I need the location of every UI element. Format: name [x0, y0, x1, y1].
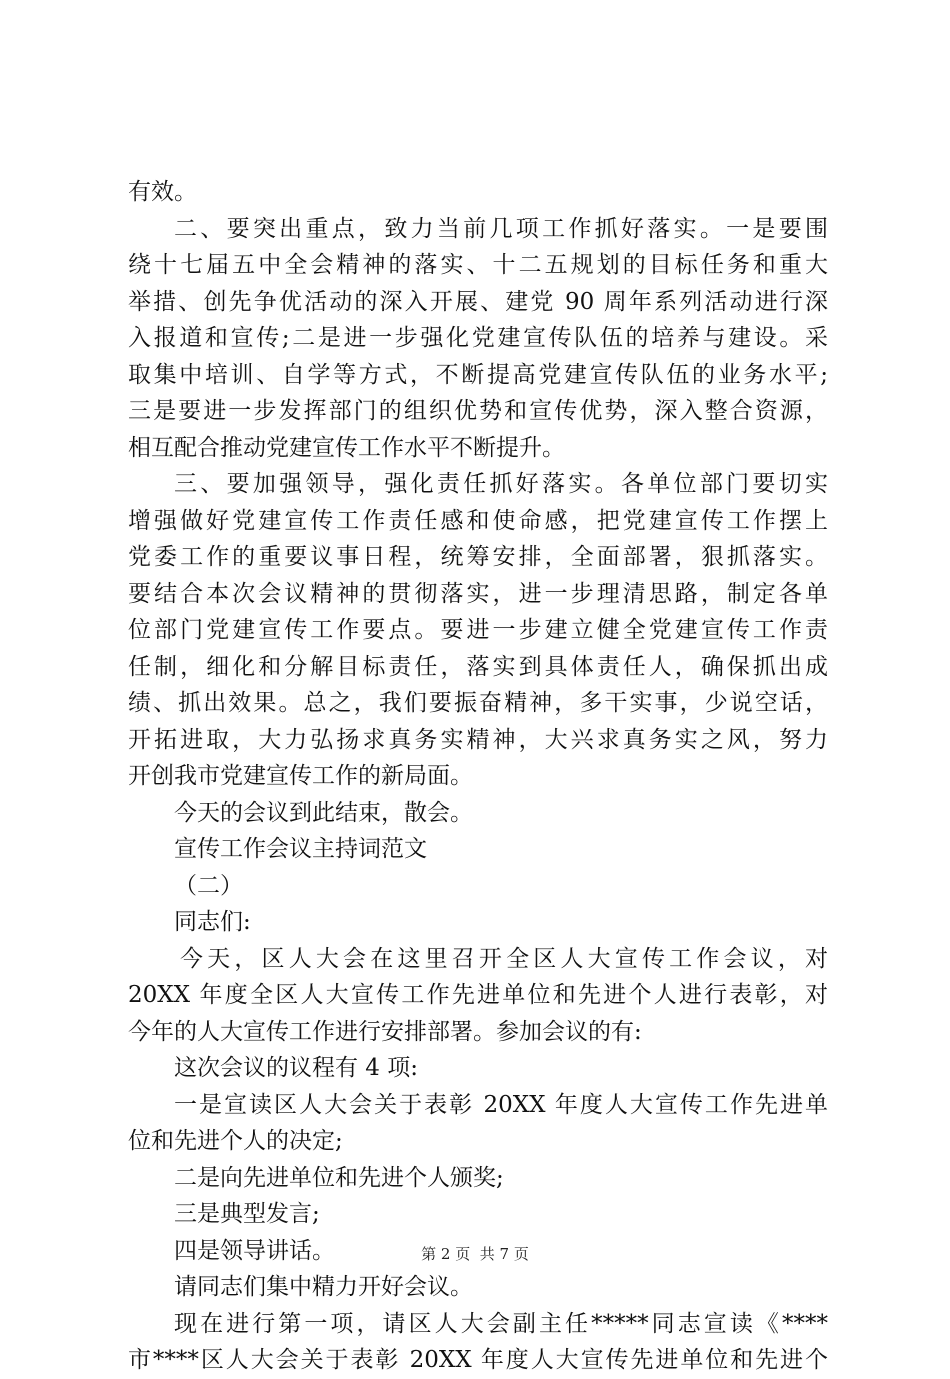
section-title: 宣传工作会议主持词范文 [174, 836, 427, 862]
text-line: 三是要进一步发挥部门的组织优势和宣传优势，深入整合资源， [128, 398, 828, 424]
text-line: 今天的会议到此结束，散会。 [174, 799, 473, 826]
text-line: 位部门党建宣传工作要点。要进一步建立健全党建宣传工作责 [128, 617, 828, 643]
text-line: 20XX 年度全区人大宣传工作先进单位和先进个人进行表彰，对 [128, 982, 828, 1008]
text-line: 开拓进取，大力弘扬求真务实精神，大兴求真务实之风，努力 [128, 726, 828, 753]
text-line: 三是典型发言; [174, 1201, 320, 1227]
page-footer [0, 1244, 950, 1264]
text-line: 相互配合推动党建宣传工作水平不断提升。 [128, 434, 565, 461]
text-line: 一是宣读区人大会关于表彰 20XX 年度人大宣传工作先进单 [174, 1091, 828, 1118]
salutation: 同志们: [174, 909, 251, 935]
section-number: （二） [174, 872, 243, 899]
text-line: 要结合本次会议精神的贯彻落实，进一步理清思路，制定各单 [128, 580, 828, 607]
text-line: 这次会议的议程有 4 项: [174, 1055, 419, 1081]
text-line: 位和先进个人的决定; [128, 1128, 343, 1154]
text-line: 开创我市党建宣传工作的新局面。 [128, 763, 473, 789]
text-line: 市****区人大会关于表彰 20XX 年度人大宣传先进单位和先进个 [128, 1347, 828, 1373]
text-line: 今年的人大宣传工作进行安排部署。参加会议的有: [128, 1018, 642, 1045]
text-line: 有效。 [128, 179, 197, 205]
text-line: 举措、创先争优活动的深入开展、建党 90 周年系列活动进行深 [128, 288, 828, 315]
text-line: 入报道和宣传;二是进一步强化党建宣传队伍的培养与建设。采 [128, 325, 828, 351]
text-line: 绕十七届五中全会精神的落实、十二五规划的目标任务和重大 [128, 252, 828, 278]
text-line: 二是向先进单位和先进个人颁奖; [174, 1164, 504, 1191]
text-line: 三、要加强领导，强化责任抓好落实。各单位部门要切实 [174, 471, 828, 497]
page-number: 第 2 页 共 7 页 [421, 1245, 529, 1263]
text-line: 请同志们集中精力开好会议。 [174, 1274, 473, 1300]
text-line: 四是领导讲话。 [174, 1237, 335, 1264]
text-line: 任制，细化和分解目标责任，落实到具体责任人，确保抓出成 [128, 653, 828, 680]
text-line: 党委工作的重要议事日程，统筹安排，全面部署，狠抓落实。 [128, 544, 828, 570]
text-line: 二、要突出重点，致力当前几项工作抓好落实。一是要围 [174, 215, 828, 242]
text-line: 今天，区人大会在这里召开全区人大宣传工作会议，对 [180, 945, 828, 972]
text-line: 绩、抓出效果。总之，我们要振奋精神，多干实事，少说空话， [128, 690, 828, 716]
text-line: 现在进行第一项，请区人大会副主任*****同志宣读《**** [174, 1310, 828, 1337]
document-body [128, 174, 828, 1379]
text-line: 取集中培训、自学等方式，不断提高党建宣传队伍的业务水平; [128, 361, 828, 388]
text-line: 增强做好党建宣传工作责任感和使命感，把党建宣传工作摆上 [128, 507, 828, 534]
